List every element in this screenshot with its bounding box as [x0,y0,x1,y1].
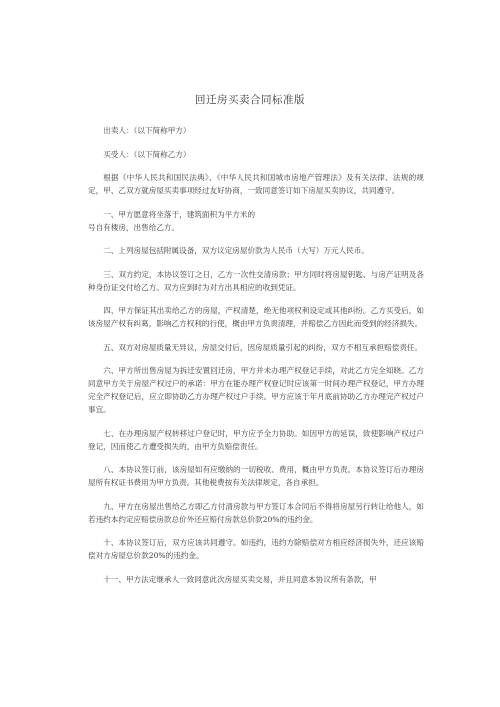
clause-7: 七、在办理房屋产权转移过户登记时，甲方应予全力协助。如因甲方的延误，致使影响产权过户登记，因而使乙方遭受损失的，由甲方负赔偿责任。 [88,428,424,451]
clause-10: 十、本协议签订后，双方应该共同遵守。如违约，违约方除赔偿对方相应经济损失外，还应该赔偿对方房屋总价款20%的违约金。 [88,538,424,560]
preamble-paragraph: 根据《中华人民共和国民法典》、《中华人民共和国城市房地产管理法》及有关法律、法规的规定，甲、乙双方就房屋买卖事项经过友好协商，一致同意签订如下房屋买卖协议，共同遵守。 [88,173,424,195]
clause-2: 二、上列房屋包括附属设备，双方议定房屋价款为人民币（大写）万元人民币。 [103,246,369,255]
clause-4: 四、甲方保证其出卖给乙方的房屋，产权清楚，绝无他项权利设定或其他纠纷。乙方买受后，如该房屋产权有纠葛，影响乙方权利的行使，概由甲方负责清理，并赔偿乙方因此而受到的经济损失。 [88,306,424,328]
clause-3: 三、双方约定，本协议签订之日，乙方一次性交清房款；甲方同时将房屋钥匙、与房产证明及各种身份证交付给乙方。双方应到时为对方出具相应的收到凭证。 [88,269,424,292]
document-body [88,124,424,596]
seller-line: 出卖人：（以下简称甲方） [103,126,191,135]
document-title: 回迁房买卖合同标准版 [195,94,305,106]
clause-6: 六、甲方所出售房屋为拆迁安置回迁房，甲方并未办理产权登记手续，对此乙方完全知晓。乙方同意甲方关于房屋产权过户的承诺：甲方在能办理产权登记时应该第一时间办理产权登记，甲方办理完全产权登记后，应立即协助乙方办理产权过户手续。甲方应该于年月底前协助乙方办理完产权过户事宜。 [88,366,424,414]
buyer-line: 买受人：（以下简称乙方） [103,149,191,159]
clause-1 [88,208,424,234]
clause-11: 十一、甲方法定继承人一致同意此次房屋买卖交易，并且同意本协议所有条款，甲 [103,574,377,584]
clause-1-line-2: 号自有楼房，出售给乙方。 [88,222,180,232]
clause-1-line-1: 一、甲方愿意将坐落于，建筑面积为平方米的 [103,209,256,219]
clause-9: 九、甲方在房屋出售给乙方即乙方付清房款与甲方签订本合同后不得将房屋另行转让给他人，如若违约本约定应赔偿房款总价外还应赔付房款总价款20%的违约金。 [88,501,424,524]
clause-8: 八、本协议签订前，该房屋如有应缴纳的一切税收、费用，概由甲方负责。本协议签订后办理房屋所有权证书费用为甲方负责。其他税费按有关法律规定，各自承担。 [88,465,424,487]
clause-5: 五、双方对房屋质量无异议，房屋交付后，因房屋质量引起的纠纷，双方不相互承担赔偿责任。 [103,342,423,352]
